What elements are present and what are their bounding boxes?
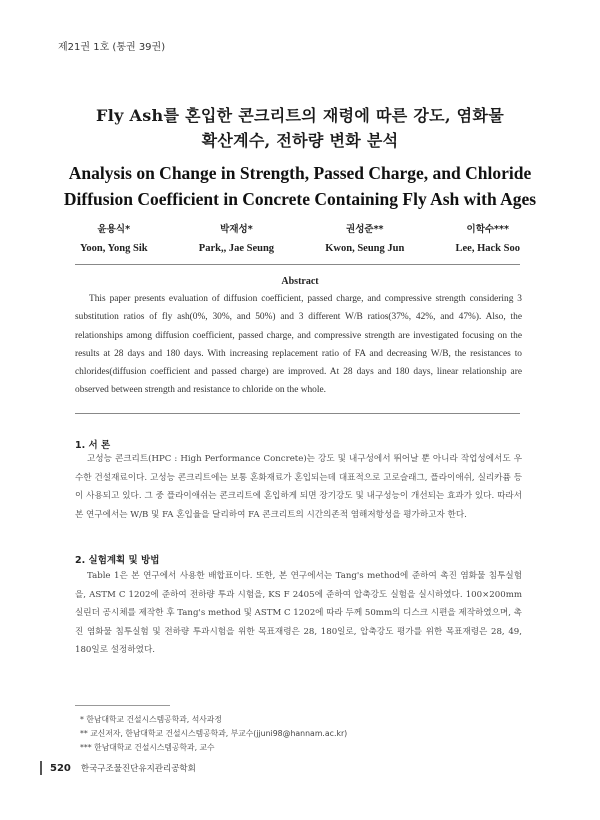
section-heading-methods: 2. 실험계획 및 방법 — [75, 555, 160, 566]
journal-issue-header: 제21권 1호 (통권 39권) — [58, 42, 166, 53]
footer-bar — [40, 761, 42, 775]
author-korean-name: 박재성* — [220, 224, 253, 235]
english-title-line-2: Diffusion Coefficient in Concrete Containing Fly Ash with Ages — [63, 189, 537, 209]
author — [456, 220, 520, 258]
methods-text: Table 1은 본 연구에서 사용한 배합표이다. 또한, 본 연구에서는 Tang's method에 준하여 촉진 염화물 침투실험을, ASTM C 1202에 준하여 전하량 투과 시험을, KS F 2405에 준하여 압축강도 실험을 실시하였다. 100×200mm 실린더 공시체를 제작한 후 Tang's method 및 ASTM C 1202에 따라 두께 50mm의 디스크 시편을 제작하였으며, 촉진 염화물 침투실험 및 전하량 투과시험을 위한 목표재령은 28, 180일로, 압축강도 평가를 위한 목표재령은 28, 49, 180일로 설정하였다. — [75, 571, 522, 655]
author — [80, 220, 148, 258]
page-footer — [40, 761, 196, 775]
korean-title-line-1: Fly Ash를 혼입한 콘크리트의 재령에 따른 강도, 염화물 — [96, 106, 504, 125]
english-title — [40, 160, 560, 212]
footnote: * 한남대학교 건설시스템공학과, 석사과정 — [80, 715, 222, 724]
author — [199, 220, 274, 258]
author-english-name: Park,, Jae Seung — [198, 243, 275, 254]
footnote: *** 한남대학교 건설시스템공학과, 교수 — [80, 743, 215, 752]
author-english-name: Yoon, Yong Sik — [80, 243, 148, 254]
journal-name: 한국구조물진단유지관리공학회 — [80, 764, 196, 774]
section-heading-introduction: 1. 서 론 — [75, 440, 111, 451]
footnote-divider — [75, 705, 170, 706]
footnotes — [80, 713, 347, 755]
abstract-text: This paper presents evaluation of diffusion coefficient, passed charge, and compressive strength considering 3 substitution ratios of fly ash(0%, 30%, and 50%) and 3 different W/B ratios(37%, 42%, and 47%). Also, the relationships among diffusion coefficient, passed charge, and compressive strength are investigated focusing on the results at 28 days and 180 days. With increasing replacement ratio of FA and decreasing W/B, the resistances to chlorides(diffusion coefficient and passed charge) are improved. At 28 days and 180 days, linear relationship are observed between strength and resistance to chloride on the whole. — [75, 294, 522, 396]
korean-title — [40, 103, 560, 153]
author-korean-name: 이학수*** — [466, 224, 509, 235]
abstract-heading: Abstract — [281, 276, 319, 287]
author-english-name: Kwon, Seung Jun — [325, 243, 405, 254]
author-list — [80, 220, 520, 258]
author-english-name: Lee, Hack Soo — [455, 243, 520, 254]
author-korean-name: 윤용식* — [97, 224, 131, 235]
author-korean-name: 권성준** — [346, 224, 384, 235]
abstract-top-divider — [75, 264, 520, 265]
korean-title-line-2: 확산계수, 전하량 변화 분석 — [201, 131, 399, 150]
english-title-line-1: Analysis on Change in Strength, Passed Charge, and Chloride — [68, 163, 532, 183]
abstract-bottom-divider — [75, 413, 520, 414]
introduction-text: 고성능 콘크리트(HPC : High Performance Concrete)는 강도 및 내구성에서 뛰어날 뿐 아니라 작업성에서도 우수한 건설재료이다. 고성능 콘크리트에는 보통 혼화재료가 혼입되는데 대표적으로 고로슬래그, 플라이애쉬, 실리카퓸 등이 사용되고 있다. 그 중 플라이애쉬는 콘크리트에 혼입하게 되면 장기강도 및 내구성능이 개선되는 효과가 있다. 따라서 본 연구에서는 W/B 및 FA 혼입율을 달리하여 FA 콘크리트의 시간의존적 염해저항성을 평가하고자 한다. — [75, 454, 522, 520]
author — [325, 220, 404, 258]
page-number: 520 — [50, 762, 71, 774]
footnote: ** 교신저자, 한남대학교 건설시스템공학과, 부교수(jjuni98@hannam.ac.kr) — [80, 729, 348, 738]
